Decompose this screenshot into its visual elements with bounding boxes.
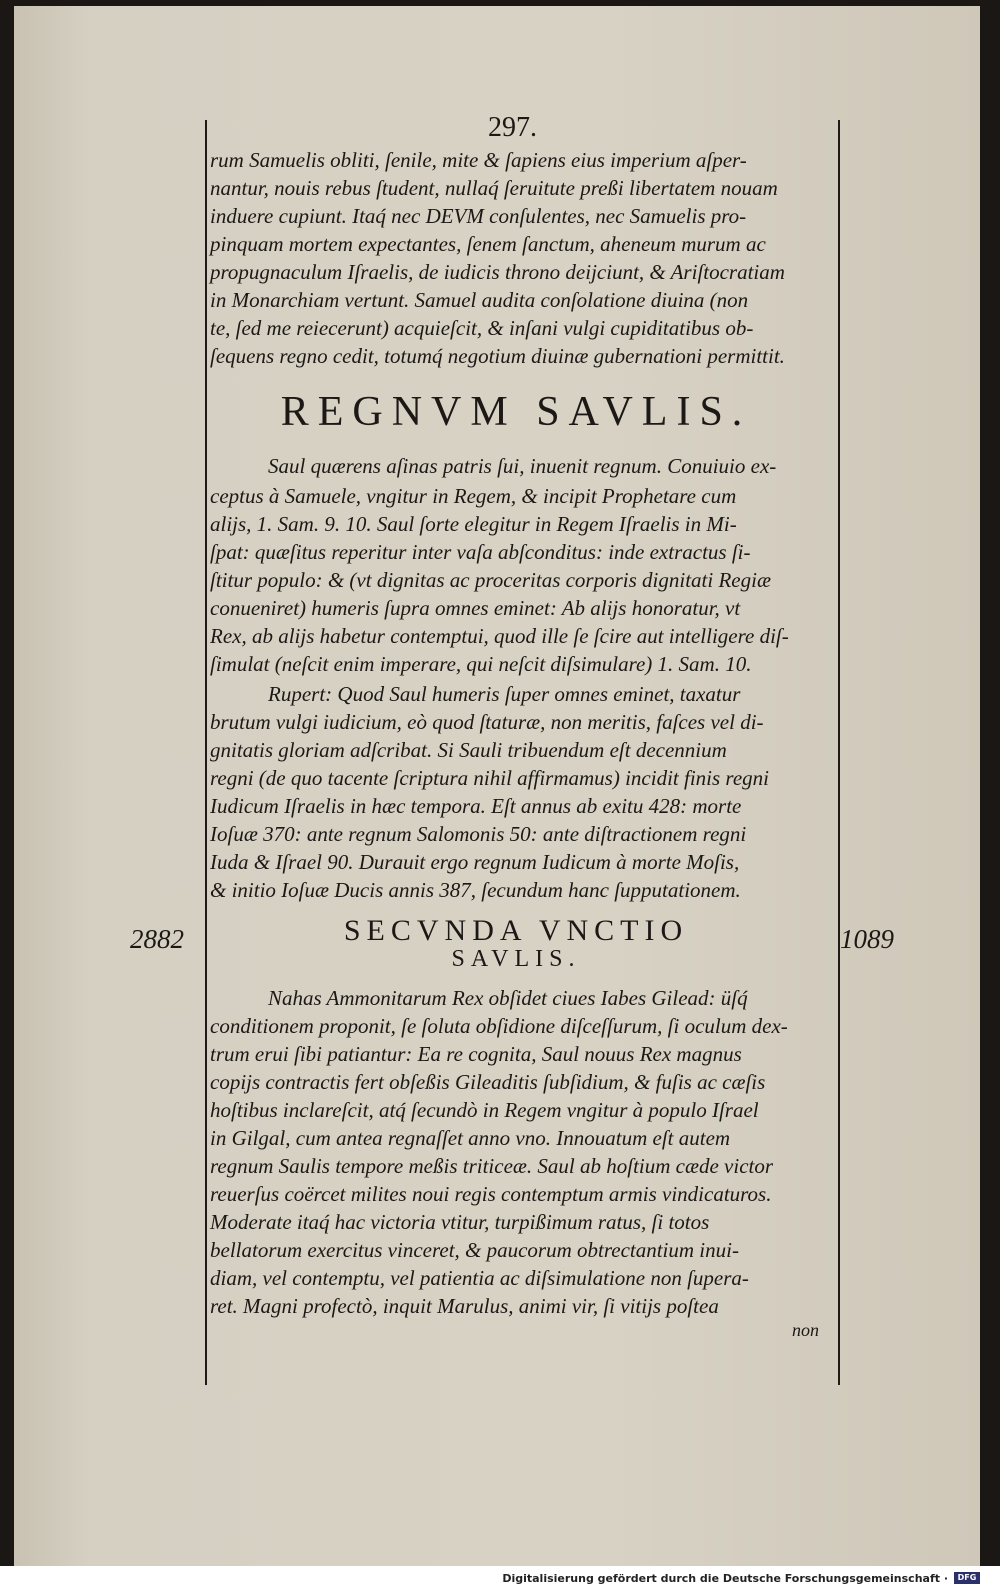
text-line: Iudicum Iſraelis in hæc tempora. Eſt annus ab exitu 428: morte	[210, 794, 742, 818]
right-rule	[838, 120, 840, 1385]
margin-number-left: 2882	[130, 924, 184, 954]
heading-saulis: SAVLIS.	[451, 946, 581, 972]
text-line: Nahas Ammonitarum Rex obſidet ciues Iabes Gilead: üſq́	[268, 986, 748, 1010]
text-line: alijs, 1. Sam. 9. 10. Saul ſorte elegitur in Regem Iſraelis in Mi-	[210, 512, 737, 536]
text-line: Rex, ab alijs habetur contemptui, quod ille ſe ſcire aut intelligere diſ-	[210, 624, 789, 648]
text-line: copijs contractis fert obſeßis Gileaditis ſubſidium, & fuſis ac cæſis	[210, 1070, 766, 1094]
text-line: propugnaculum Iſraelis, de iudicis throno deijciunt, & Ariſtocratiam	[210, 260, 785, 284]
text-line: & initio Ioſuæ Ducis annis 387, ſecundum hanc ſupputationem.	[210, 878, 741, 902]
text-line: ceptus à Samuele, vngitur in Regem, & incipit Prophetare cum	[210, 484, 737, 508]
text-line: in Gilgal, cum antea regnaſſet anno vno. Innouatum eſt autem	[210, 1126, 731, 1150]
dfg-logo: DFG	[954, 1572, 980, 1584]
text-line: diam, vel contemptu, vel patientia ac diſsimulatione non ſupera-	[210, 1266, 749, 1290]
text-line: ret. Magni profectò, inquit Marulus, animi vir, ſi vitijs poſtea	[210, 1294, 719, 1318]
text-line: gnitatis gloriam adſcribat. Si Sauli tribuendum eſt decennium	[210, 738, 727, 762]
text-line: regnum Saulis tempore meßis triticeæ. Saul ab hoſtium cæde victor	[210, 1154, 774, 1178]
text-line: Ioſuæ 370: ante regnum Salomonis 50: ante diſtractionem regni	[210, 822, 747, 846]
footer-credit: Digitalisierung gefördert durch die Deutsche Forschungsgemeinschaft ·	[502, 1572, 948, 1585]
text-line: Saul quærens aſinas patris ſui, inuenit regnum. Conuiuio ex-	[268, 454, 777, 478]
text-line: rum Samuelis obliti, ſenile, mite & ſapiens eius imperium aſper-	[210, 148, 747, 172]
heading-regnum-saulis: REGNVM SAVLIS.	[280, 389, 752, 435]
text-line: conueniret) humeris ſupra omnes eminet: Ab alijs honoratur, vt	[210, 596, 741, 620]
text-line: Moderate itaq́ hac victoria vtitur, turpißimum ratus, ſi totos	[210, 1210, 710, 1234]
text-line: te, ſed me reiecerunt) acquieſcit, & inſani vulgi cupiditatibus ob-	[210, 316, 754, 340]
text-line: ſimulat (neſcit enim imperare, qui neſcit diſsimulare) 1. Sam. 10.	[210, 652, 752, 676]
text-line: bellatorum exercitus vinceret, & paucorum obtrectantium inui-	[210, 1238, 739, 1262]
footer-bar	[0, 1566, 1000, 1591]
text-line: nantur, nouis rebus ſtudent, nullaq́ ſeruitute preßi libertatem nouam	[210, 176, 778, 200]
heading-secunda-unctio: SECVNDA VNCTIO	[343, 914, 689, 947]
text-line: Iuda & Iſrael 90. Durauit ergo regnum Iudicum à morte Moſis,	[210, 850, 740, 874]
margin-number-right: 1089	[840, 924, 894, 954]
left-rule	[205, 120, 207, 1385]
text-line: brutum vulgi iudicium, eò quod ſtaturæ, non meritis, faſces vel di-	[210, 710, 764, 734]
text-line: ſpat: quæſitus reperitur inter vaſa abſconditus: inde extractus ſi-	[210, 540, 751, 564]
text-line: hoſtibus inclareſcit, atq́ ſecundò in Regem vngitur à populo Iſrael	[210, 1098, 759, 1122]
text-line: trum erui ſibi patiantur: Ea re cognita, Saul nouus Rex magnus	[210, 1042, 742, 1066]
text-line: reuerſus coërcet milites noui regis contemptum armis vindicaturos.	[210, 1182, 772, 1206]
text-line: conditionem proponit, ſe ſoluta obſidione diſceſſurum, ſi oculum dex-	[210, 1014, 788, 1038]
text-line: in Monarchiam vertunt. Samuel audita conſolatione diuina (non	[210, 288, 749, 312]
text-line: non	[792, 1320, 819, 1340]
text-line: induere cupiunt. Itaq́ nec DEVM conſulentes, nec Samuelis pro-	[210, 204, 747, 228]
page-number: 297.	[488, 112, 537, 143]
text-line: ſtitur populo: & (vt dignitas ac proceritas corporis dignitati Regiæ	[210, 568, 771, 592]
text-line: regni (de quo tacente ſcriptura nihil affirmamus) incidit finis regni	[210, 766, 769, 790]
text-line: ſequens regno cedit, totumq́ negotium diuinæ gubernationi permittit.	[210, 344, 785, 368]
text-line: pinquam mortem expectantes, ſenem ſanctum, aheneum murum ac	[210, 232, 766, 256]
text-line: Rupert: Quod Saul humeris ſuper omnes eminet, taxatur	[268, 682, 741, 706]
